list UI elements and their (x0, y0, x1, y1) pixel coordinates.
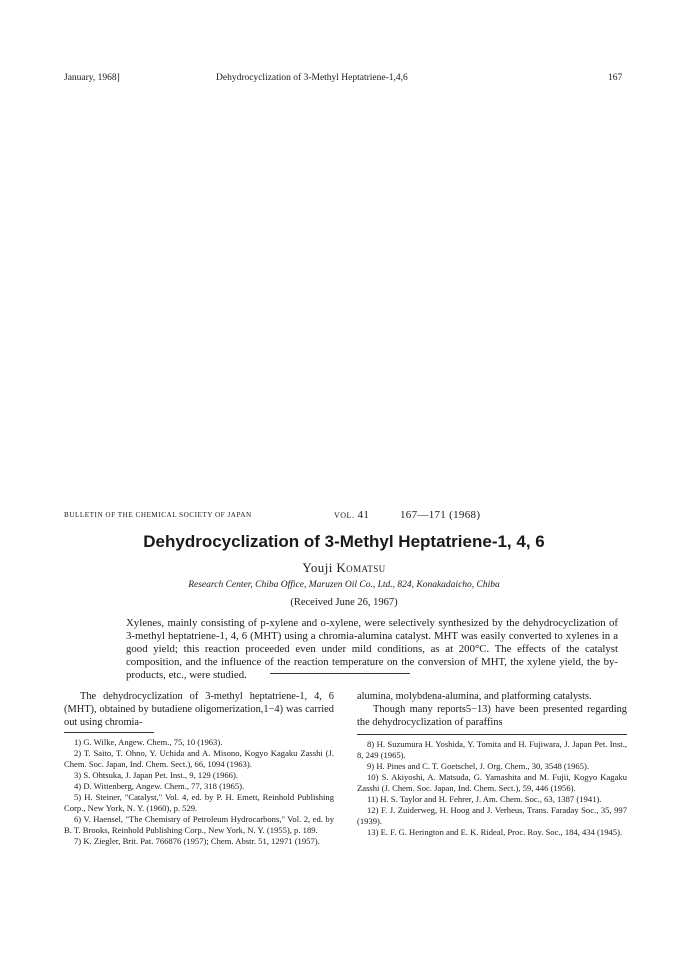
body-paragraph (64, 690, 334, 730)
footnotes-right (357, 739, 627, 838)
footnote-number: 1) (74, 736, 84, 747)
footnote-text: T. Saito, T. Ohno, Y. Uchida and A. Misono, Kogyo Kagaku Zasshi (J. Chem. Soc. Japan, Ind. Chem. Sect.), 66, 1094 (1963). (64, 747, 335, 769)
continued-paragraph: alumina, molybdena-alumina, and platforming catalysts. (357, 691, 592, 702)
footnote-divider (64, 732, 154, 733)
footnote-item (64, 770, 334, 781)
footnote-number: 7) (74, 835, 84, 846)
footnote-number: 13) (367, 826, 381, 837)
abstract-divider (270, 673, 410, 674)
footnote-text: H. S. Taylor and H. Fehrer, J. Am. Chem. Soc., 63, 1387 (1941). (380, 793, 602, 804)
footnote-item (64, 792, 334, 814)
footnote-text: H. Suzumura H. Yoshida, Y. Tomita and H. Fujiwara, J. Japan Pet. Inst., 8, 249 (1965). (357, 738, 627, 760)
running-head-date: January, 1968] (64, 73, 120, 83)
footnote-number: 4) (74, 780, 84, 791)
received-date: (Received June 26, 1967) (290, 597, 398, 608)
footnote-text: S. Ohtsuka, J. Japan Pet. Inst., 9, 129 (1966). (83, 769, 238, 780)
footnote-divider (357, 734, 627, 735)
footnote-item (357, 772, 627, 794)
paper-title: Dehydrocyclization of 3-Methyl Heptatriene-1, 4, 6 (143, 532, 545, 551)
footnote-item (357, 827, 627, 838)
left-column (64, 690, 334, 847)
running-head-title: Dehydrocyclization of 3-Methyl Heptatriene-1,4,6 (216, 73, 408, 83)
footnote-item (357, 794, 627, 805)
author-first-name: Youji (302, 560, 333, 575)
footnote-number: 8) (367, 738, 377, 749)
footnote-item (64, 748, 334, 770)
footnote-item (64, 836, 334, 847)
author-last-name: Komatsu (336, 560, 386, 575)
intro-paragraph: The dehydrocyclization of 3-methyl heptatriene-1, 4, 6 (MHT), obtained by butadiene oligomerization,1−4) was carried out using chromia- (64, 691, 334, 729)
volume-number: 41 (357, 509, 370, 521)
author (0, 560, 688, 576)
footnotes-left (64, 737, 334, 847)
right-column (357, 690, 627, 838)
footnote-number: 11) (367, 793, 381, 804)
footnote-text: F. J. Zuiderweg, H. Hoog and J. Verheus, Trans. Faraday Soc., 35, 997 (1939). (357, 804, 627, 826)
footnote-text: D. Wittenberg, Angew. Chem., 77, 318 (1965). (83, 780, 245, 791)
footnote-text: V. Haensel, "The Chemistry of Petroleum Hydrocarbons," Vol. 2, ed. by B. T. Brooks, Reinhold Publishing Corp., New York, N. Y. (1955), p. 189. (64, 813, 334, 835)
reports-paragraph: Though many reports5−13) have been presented regarding the dehydrocyclization of paraffins (357, 704, 627, 729)
footnote-item (357, 805, 627, 827)
footnote-number: 3) (74, 769, 84, 780)
footnote-item (64, 737, 334, 748)
footnote-text: K. Ziegler, Brit. Pat. 766876 (1957); Chem. Abstr. 51, 12971 (1957). (83, 835, 320, 846)
volume (334, 509, 369, 521)
running-head (0, 73, 688, 87)
footnote-item (64, 814, 334, 836)
footnote-item (357, 739, 627, 761)
body-paragraph (357, 690, 627, 730)
footnote-number: 9) (367, 760, 377, 771)
footnote-text: E. F. G. Herington and E. K. Rideal, Proc. Roy. Soc., 184, 434 (1945). (380, 826, 623, 837)
footnote-number: 5) (74, 791, 85, 802)
footnote-number: 10) (367, 771, 382, 782)
footnote-number: 6) (74, 813, 84, 824)
journal-citation-line (64, 509, 624, 519)
footnote-number: 2) (74, 747, 84, 758)
journal-name: BULLETIN OF THE CHEMICAL SOCIETY OF JAPAN (64, 511, 252, 519)
footnote-text: G. Wilke, Angew. Chem., 75, 10 (1963). (83, 736, 223, 747)
footnote-text: H. Pines and C. T. Goetschel, J. Org. Chem., 30, 3548 (1965). (376, 760, 589, 771)
footnote-item (357, 761, 627, 772)
footnote-text: S. Akiyoshi, A. Matsuda, G. Yamashita and M. Fujii, Kogyo Kagaku Zasshi (J. Chem. Soc. Japan, Ind. Chem. Sect.), 59, 446 (1956). (357, 771, 627, 793)
volume-label: VOL. (334, 511, 355, 520)
footnote-text: H. Steiner, "Catalyst," Vol. 4, ed. by P. H. Emett, Reinhold Publishing Corp., New York, N. Y. (1960), p. 529. (64, 791, 334, 813)
footnote-item (64, 781, 334, 792)
abstract: Xylenes, mainly consisting of p-xylene and o-xylene, were selectively synthesized by the dehydrocyclization of 3-methyl heptatriene-1, 4, 6 (MHT) using a chromia-alumina catalyst. MHT was easily converted to xylenes in a good yield; this reaction proceeded even under mild conditions, as at 200°C. The effects of the catalyst composition, and the influence of the reaction temperature on the conversion of MHT, the xylene yield, the by-products, etc., were studied. (126, 617, 618, 681)
footnote-number: 12) (367, 804, 381, 815)
page-number: 167 (608, 73, 623, 83)
affiliation: Research Center, Chiba Office, Maruzen Oil Co., Ltd., 824, Konakadaicho, Chiba (188, 580, 500, 590)
page-range: 167—171 (1968) (400, 509, 481, 521)
